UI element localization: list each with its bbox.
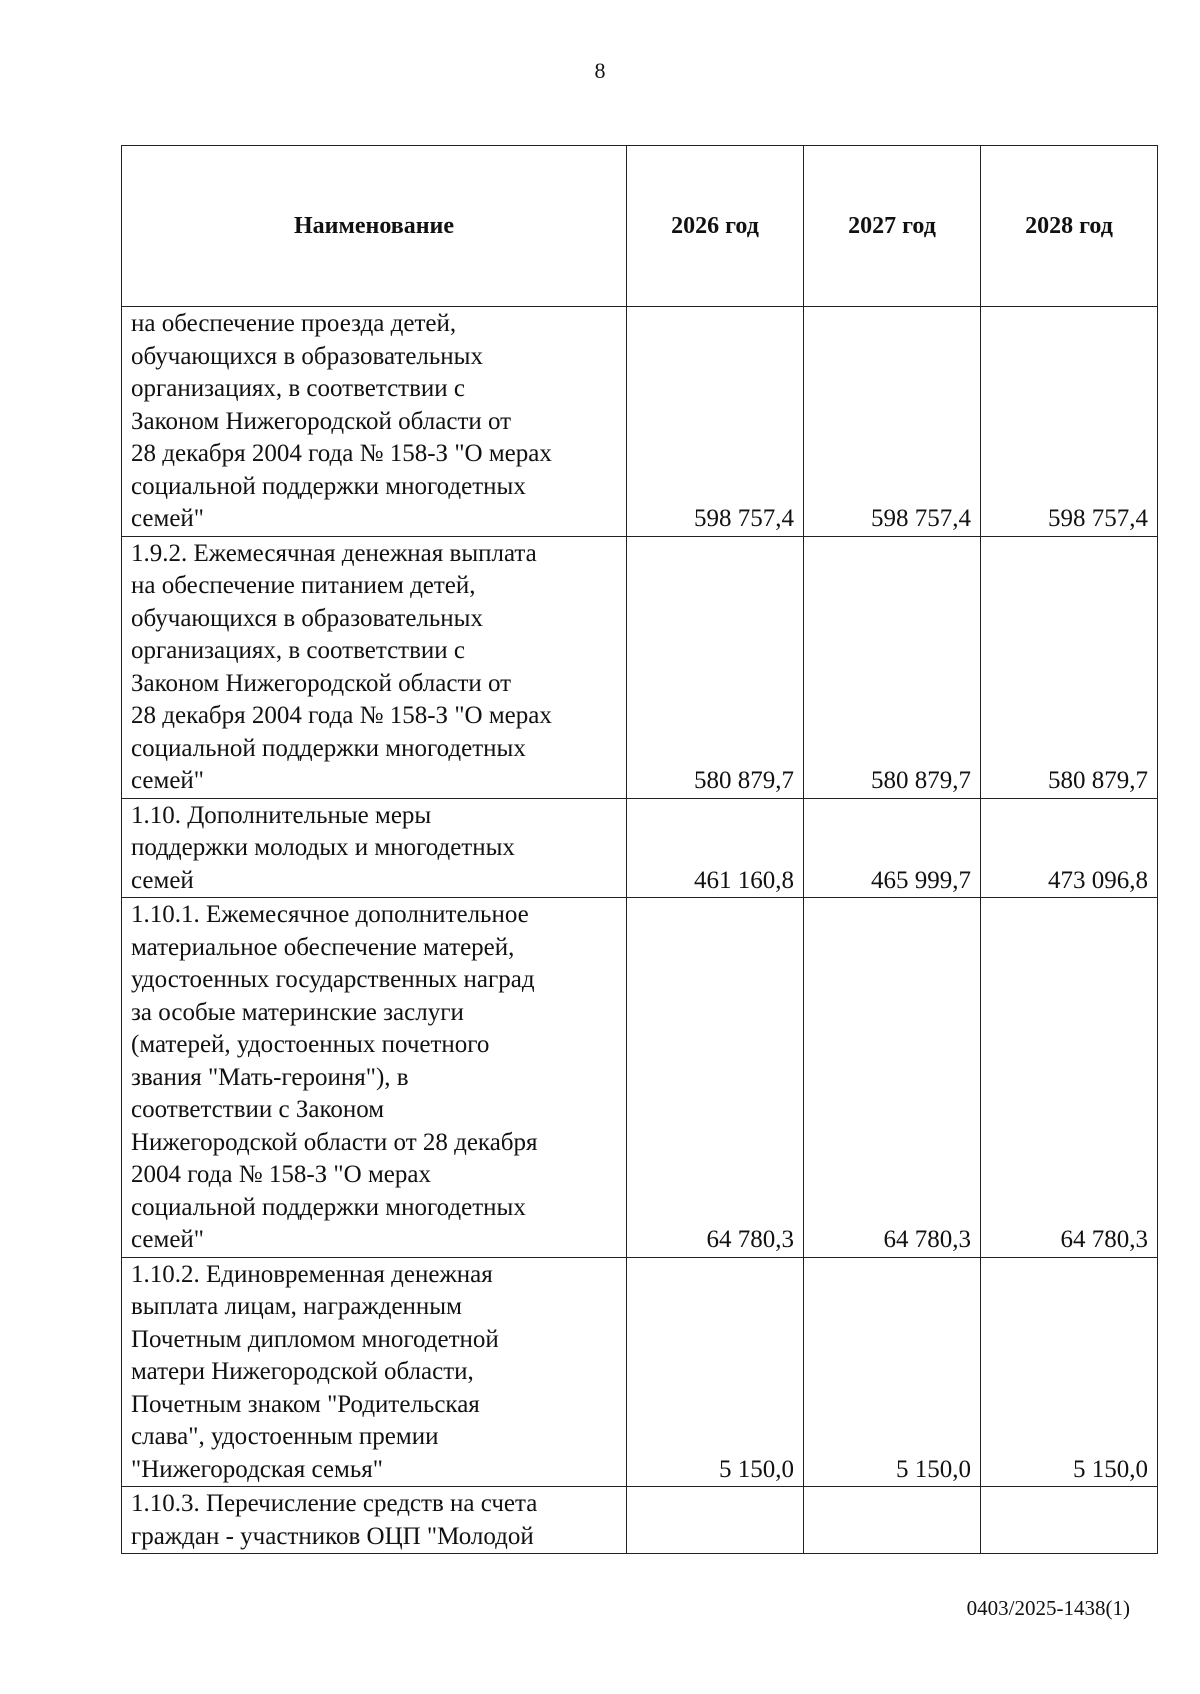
table-row xyxy=(122,536,1158,798)
document-code: 0403/2025-1438(1) xyxy=(966,1596,1130,1620)
row-name xyxy=(122,1257,627,1487)
row-name-line: 2004 года № 158-З "О мерах xyxy=(131,1161,431,1188)
row-name-line: материальное обеспечение матерей, xyxy=(131,933,515,961)
row-name-line: организациях, в соответствии с xyxy=(131,375,465,402)
row-name-line: поддержки молодых и многодетных xyxy=(131,834,515,861)
value-2026: 5 150,0 xyxy=(627,1257,804,1487)
table-row xyxy=(122,798,1158,898)
header-2028: 2028 год xyxy=(981,146,1158,307)
row-name-line: за особые материнские заслуги xyxy=(131,998,464,1026)
value-2026: 580 879,7 xyxy=(627,536,804,798)
value-2028: 5 150,0 xyxy=(981,1257,1158,1487)
row-name-line: социальной поддержки многодетных xyxy=(131,1193,526,1221)
row-name-line: 1.10.1. Ежемесячное дополнительное xyxy=(131,901,529,928)
header-name: Наименование xyxy=(122,146,627,307)
row-name-line: 1.10. Дополнительные меры xyxy=(131,801,432,829)
value-2027 xyxy=(804,1487,981,1554)
value-2026: 64 780,3 xyxy=(627,898,804,1258)
value-2027: 580 879,7 xyxy=(804,536,981,798)
value-2028: 64 780,3 xyxy=(981,898,1158,1258)
row-name-line: "Нижегородская семья" xyxy=(131,1455,383,1483)
row-name-line: социальной поддержки многодетных xyxy=(131,472,526,500)
value-2026 xyxy=(627,1487,804,1554)
value-2028 xyxy=(981,1487,1158,1554)
row-name xyxy=(122,798,627,898)
row-name-line: Нижегородской области от 28 декабря xyxy=(131,1128,538,1156)
row-name-line: 1.10.2. Единовременная денежная xyxy=(131,1260,493,1288)
value-2027: 64 780,3 xyxy=(804,898,981,1258)
row-name xyxy=(122,1487,627,1554)
row-name xyxy=(122,307,627,537)
row-name-line: семей" xyxy=(131,505,204,532)
row-name-line: на обеспечение проезда детей, xyxy=(131,310,457,337)
table-row xyxy=(122,1487,1158,1554)
row-name-line: слава", удостоенным премии xyxy=(131,1423,439,1450)
value-2028: 580 879,7 xyxy=(981,536,1158,798)
row-name-line: организациях, в соответствии с xyxy=(131,637,465,664)
header-2026: 2026 год xyxy=(627,146,804,307)
row-name-line: 28 декабря 2004 года № 158-З "О мерах xyxy=(131,440,552,467)
value-2028: 473 096,8 xyxy=(981,798,1158,898)
row-name-line: обучающихся в образовательных xyxy=(131,604,483,632)
row-name-line: семей xyxy=(131,866,194,894)
row-name-line: выплата лицам, награжденным xyxy=(131,1293,462,1320)
table-header-row xyxy=(122,146,1158,307)
row-name-line: на обеспечение питанием детей, xyxy=(131,572,476,599)
table-row xyxy=(122,898,1158,1258)
value-2026: 461 160,8 xyxy=(627,798,804,898)
value-2028: 598 757,4 xyxy=(981,307,1158,537)
row-name-line: соответствии с Законом xyxy=(131,1096,385,1123)
row-name-line: Почетным знаком "Родительская xyxy=(131,1390,480,1418)
row-name-line: обучающихся в образовательных xyxy=(131,342,483,370)
row-name-line: граждан - участников ОЦП "Молодой xyxy=(131,1522,534,1550)
row-name-line: звания "Мать-героиня"), в xyxy=(131,1063,409,1091)
value-2027: 465 999,7 xyxy=(804,798,981,898)
row-name-line: 28 декабря 2004 года № 158-З "О мерах xyxy=(131,702,552,729)
budget-table xyxy=(121,145,1158,1554)
row-name-line: матери Нижегородской области, xyxy=(131,1358,474,1385)
row-name-line: Законом Нижегородской области от xyxy=(131,669,512,697)
row-name xyxy=(122,536,627,798)
row-name-line: социальной поддержки многодетных xyxy=(131,734,526,762)
row-name-line: Почетным дипломом многодетной xyxy=(131,1325,499,1353)
row-name-line: удостоенных государственных наград xyxy=(131,966,535,993)
value-2026: 598 757,4 xyxy=(627,307,804,537)
table-row xyxy=(122,1257,1158,1487)
row-name-line: (матерей, удостоенных почетного xyxy=(131,1031,490,1058)
row-name-line: Законом Нижегородской области от xyxy=(131,407,512,435)
row-name-line: семей" xyxy=(131,767,204,794)
header-2027: 2027 год xyxy=(804,146,981,307)
row-name-line: семей" xyxy=(131,1226,204,1253)
row-name xyxy=(122,898,627,1258)
value-2027: 598 757,4 xyxy=(804,307,981,537)
page-number: 8 xyxy=(594,58,606,83)
row-name-line: 1.9.2. Ежемесячная денежная выплата xyxy=(131,539,537,567)
table-row xyxy=(122,307,1158,537)
value-2027: 5 150,0 xyxy=(804,1257,981,1487)
row-name-line: 1.10.3. Перечисление средств на счета xyxy=(131,1490,538,1517)
